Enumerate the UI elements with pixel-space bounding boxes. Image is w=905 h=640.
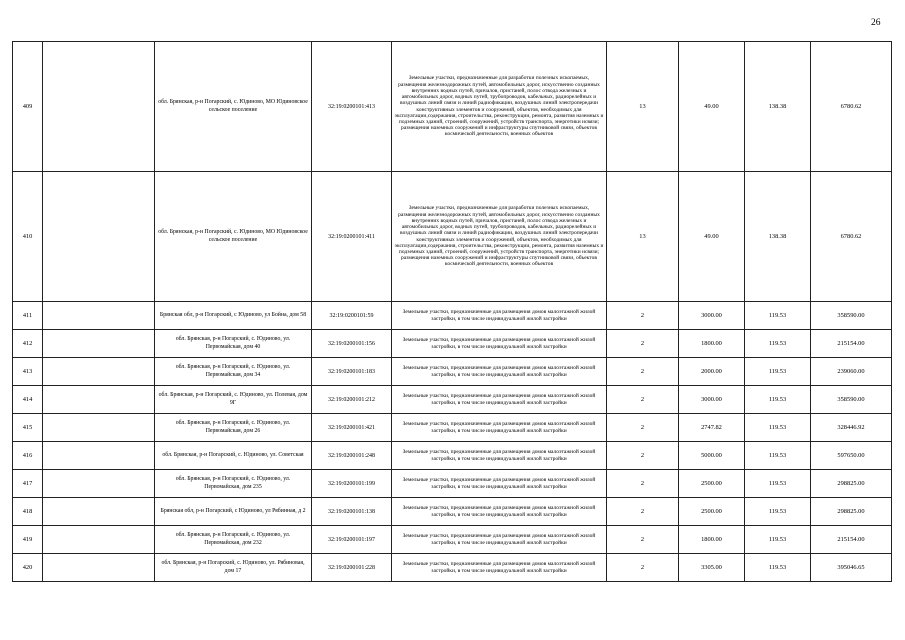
table-row xyxy=(13,414,892,442)
cadastral-number-cell: 32:19:0200101:248 xyxy=(312,442,392,470)
land-plots-table xyxy=(12,41,892,582)
address-cell: обл. Брянская, р-н Погарский, с. Юдиново, ул. Первомайская, дом 26 xyxy=(155,414,312,442)
address-cell: обл. Брянская, р-н Погарский, с. Юдиново, ул. Полевая, дом 9Г xyxy=(155,386,312,414)
empty-cell xyxy=(43,42,155,172)
cadastral-number-cell: 32:19:0200101:138 xyxy=(312,498,392,526)
category-cell: 2 xyxy=(607,358,679,386)
area-cell: 1800.00 xyxy=(679,330,745,358)
cadastral-value-cell: 215154.00 xyxy=(811,330,892,358)
category-cell: 2 xyxy=(607,330,679,358)
cadastral-number-cell: 32:19:0200101:183 xyxy=(312,358,392,386)
area-cell: 1800.00 xyxy=(679,526,745,554)
area-cell: 49.00 xyxy=(679,42,745,172)
table-row xyxy=(13,302,892,330)
category-cell: 2 xyxy=(607,442,679,470)
address-cell: обл. Брянская, р-н Погарский, с. Юдиново, ул. Советская xyxy=(155,442,312,470)
row-number: 411 xyxy=(13,302,43,330)
permitted-use-cell: Земельные участки, предназначенные для размещения домов малоэтажной жилой застройки, в том числе индивидуальной жилой застройки xyxy=(392,442,607,470)
cadastral-value-cell: 597650.00 xyxy=(811,442,892,470)
area-cell: 2000.00 xyxy=(679,358,745,386)
permitted-use-cell: Земельные участки, предназначенные для разработки полезных ископаемых, размещения железнодорожных путей, автомобильных дорог, искусственно созданных внутренних водных путей, причалов, пристаней, полос отвода железных и автомобильных дорог, водных путей, трубопроводов, кабельных, радиорелейных и воздушных линий связи и линий радиофикации, воздушных линий электропередачи конструктивных элементов и сооружений, объектов, необходимых для эксплуатации,содержания, строительства, реконструкции, ремонта, развития наземных и подземных зданий, строений, сооружений, устройств транспорта, энергетики исвязи; размещения наземных сооружений и инфраструктуры спутниковой связи, объектов космической деятельности, военных объектов xyxy=(392,172,607,302)
specific-value-cell: 119.53 xyxy=(745,470,811,498)
specific-value-cell: 119.53 xyxy=(745,554,811,582)
category-cell: 2 xyxy=(607,526,679,554)
table-body xyxy=(13,42,892,582)
cadastral-value-cell: 358590.00 xyxy=(811,302,892,330)
area-cell: 3305.00 xyxy=(679,554,745,582)
cadastral-value-cell: 6780.62 xyxy=(811,42,892,172)
row-number: 409 xyxy=(13,42,43,172)
empty-cell xyxy=(43,470,155,498)
area-cell: 5000.00 xyxy=(679,442,745,470)
table-row xyxy=(13,386,892,414)
table-row xyxy=(13,358,892,386)
address-cell: Брянская обл, р-н Погарский, с Юдиново, ул Бойна, дом 58 xyxy=(155,302,312,330)
cadastral-number-cell: 32:19:0200101:421 xyxy=(312,414,392,442)
table-row xyxy=(13,470,892,498)
category-cell: 2 xyxy=(607,386,679,414)
row-number: 418 xyxy=(13,498,43,526)
address-cell: обл. Брянская, р-н Погарский, с. Юдиново, ул. Первомайская, дом 40 xyxy=(155,330,312,358)
permitted-use-cell: Земельные участки, предназначенные для размещения домов малоэтажной жилой застройки, в том числе индивидуальной жилой застройки xyxy=(392,302,607,330)
permitted-use-cell: Земельные участки, предназначенные для размещения домов малоэтажной жилой застройки, в том числе индивидуальной жилой застройки xyxy=(392,386,607,414)
table-row xyxy=(13,554,892,582)
permitted-use-cell: Земельные участки, предназначенные для размещения домов малоэтажной жилой застройки, в том числе индивидуальной жилой застройки xyxy=(392,470,607,498)
cadastral-value-cell: 215154.00 xyxy=(811,526,892,554)
specific-value-cell: 119.53 xyxy=(745,386,811,414)
area-cell: 3000.00 xyxy=(679,302,745,330)
cadastral-value-cell: 298825.00 xyxy=(811,470,892,498)
address-cell: обл. Брянская, р-н Погарский, с. Юдиново, ул. Первомайская, дом 235 xyxy=(155,470,312,498)
cadastral-number-cell: 32:19:0200101:212 xyxy=(312,386,392,414)
specific-value-cell: 138.38 xyxy=(745,172,811,302)
cadastral-number-cell: 32:19:0200101:197 xyxy=(312,526,392,554)
area-cell: 2500.00 xyxy=(679,470,745,498)
category-cell: 2 xyxy=(607,414,679,442)
category-cell: 13 xyxy=(607,172,679,302)
address-cell: обл. Брянская, р-н Погарский, с. Юдиново, ул. Рябиновая, дом 17 xyxy=(155,554,312,582)
specific-value-cell: 119.53 xyxy=(745,302,811,330)
category-cell: 2 xyxy=(607,470,679,498)
row-number: 420 xyxy=(13,554,43,582)
cadastral-value-cell: 358590.00 xyxy=(811,386,892,414)
row-number: 414 xyxy=(13,386,43,414)
address-cell: обл. Брянская, р-н Погарский, с. Юдиново, МО Юдиновское сельское поселение xyxy=(155,42,312,172)
category-cell: 2 xyxy=(607,302,679,330)
table-row xyxy=(13,42,892,172)
empty-cell xyxy=(43,358,155,386)
cadastral-number-cell: 32:19:0200101:413 xyxy=(312,42,392,172)
area-cell: 49.00 xyxy=(679,172,745,302)
permitted-use-cell: Земельные участки, предназначенные для размещения домов малоэтажной жилой застройки, в том числе индивидуальной жилой застройки xyxy=(392,554,607,582)
specific-value-cell: 119.53 xyxy=(745,330,811,358)
specific-value-cell: 119.53 xyxy=(745,498,811,526)
table-row xyxy=(13,442,892,470)
cadastral-value-cell: 239060.00 xyxy=(811,358,892,386)
category-cell: 2 xyxy=(607,498,679,526)
row-number: 416 xyxy=(13,442,43,470)
empty-cell xyxy=(43,330,155,358)
cadastral-value-cell: 395046.65 xyxy=(811,554,892,582)
cadastral-value-cell: 298825.00 xyxy=(811,498,892,526)
permitted-use-cell: Земельные участки, предназначенные для размещения домов малоэтажной жилой застройки, в том числе индивидуальной жилой застройки xyxy=(392,414,607,442)
table-row xyxy=(13,498,892,526)
row-number: 417 xyxy=(13,470,43,498)
specific-value-cell: 119.53 xyxy=(745,526,811,554)
specific-value-cell: 138.38 xyxy=(745,42,811,172)
address-cell: Брянская обл, р-н Погарский, с Юдиново, ул Рябинная, д 2 xyxy=(155,498,312,526)
cadastral-value-cell: 6780.62 xyxy=(811,172,892,302)
address-cell: обл. Брянская, р-н Погарский, с. Юдиново, ул. Первомайская, дом 34 xyxy=(155,358,312,386)
table-row xyxy=(13,330,892,358)
permitted-use-cell: Земельные участки, предназначенные для размещения домов малоэтажной жилой застройки, в том числе индивидуальной жилой застройки xyxy=(392,526,607,554)
address-cell: обл. Брянская, р-н Погарский, с. Юдиново, ул. Первомайская, дом 232 xyxy=(155,526,312,554)
empty-cell xyxy=(43,498,155,526)
row-number: 412 xyxy=(13,330,43,358)
category-cell: 2 xyxy=(607,554,679,582)
empty-cell xyxy=(43,554,155,582)
page-number: 26 xyxy=(871,18,881,28)
row-number: 413 xyxy=(13,358,43,386)
cadastral-number-cell: 32:19:0200101:156 xyxy=(312,330,392,358)
area-cell: 2500.00 xyxy=(679,498,745,526)
table-row xyxy=(13,526,892,554)
permitted-use-cell: Земельные участки, предназначенные для размещения домов малоэтажной жилой застройки, в том числе индивидуальной жилой застройки xyxy=(392,498,607,526)
permitted-use-cell: Земельные участки, предназначенные для размещения домов малоэтажной жилой застройки, в том числе индивидуальной жилой застройки xyxy=(392,330,607,358)
permitted-use-cell: Земельные участки, предназначенные для размещения домов малоэтажной жилой застройки, в том числе индивидуальной жилой застройки xyxy=(392,358,607,386)
area-cell: 2747.82 xyxy=(679,414,745,442)
empty-cell xyxy=(43,414,155,442)
area-cell: 3000.00 xyxy=(679,386,745,414)
empty-cell xyxy=(43,526,155,554)
cadastral-number-cell: 32:19:0200101:228 xyxy=(312,554,392,582)
permitted-use-cell: Земельные участки, предназначенные для разработки полезных ископаемых, размещения железнодорожных путей, автомобильных дорог, искусственно созданных внутренних водных путей, причалов, пристаней, полос отвода железных и автомобильных дорог, водных путей, трубопроводов, кабельных, радиорелейных и воздушных линий связи и линий радиофикации, воздушных линий электропередачи конструктивных элементов и сооружений, объектов, необходимых для эксплуатации,содержания, строительства, реконструкции, ремонта, развития наземных и подземных зданий, строений, сооружений, устройств транспорта, энергетики исвязи; размещения наземных сооружений и инфраструктуры спутниковой связи, объектов космической деятельности, военных объектов xyxy=(392,42,607,172)
specific-value-cell: 119.53 xyxy=(745,358,811,386)
cadastral-number-cell: 32:19:0200101:411 xyxy=(312,172,392,302)
cadastral-value-cell: 328446.92 xyxy=(811,414,892,442)
specific-value-cell: 119.53 xyxy=(745,442,811,470)
row-number: 419 xyxy=(13,526,43,554)
empty-cell xyxy=(43,386,155,414)
table-row xyxy=(13,172,892,302)
empty-cell xyxy=(43,172,155,302)
address-cell: обл. Брянская, р-н Погарский, с. Юдиново, МО Юдиновское сельское поселение xyxy=(155,172,312,302)
specific-value-cell: 119.53 xyxy=(745,414,811,442)
row-number: 410 xyxy=(13,172,43,302)
cadastral-number-cell: 32:19:0200101:199 xyxy=(312,470,392,498)
category-cell: 13 xyxy=(607,42,679,172)
empty-cell xyxy=(43,302,155,330)
row-number: 415 xyxy=(13,414,43,442)
cadastral-number-cell: 32:19:0200101:59 xyxy=(312,302,392,330)
empty-cell xyxy=(43,442,155,470)
